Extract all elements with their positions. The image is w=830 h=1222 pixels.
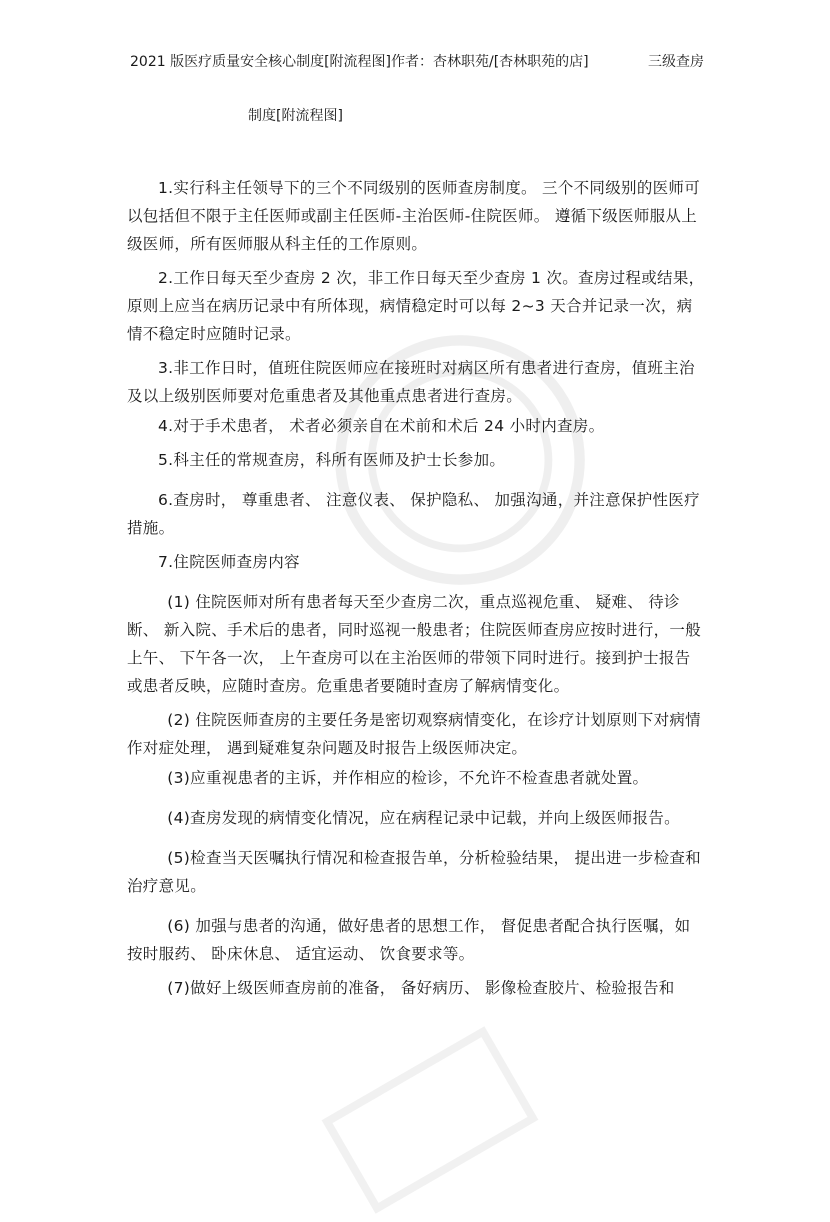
paragraph: 5.科主任的常规查房，科所有医师及护士长参加。 bbox=[158, 451, 506, 469]
page-header bbox=[130, 52, 710, 72]
paragraph: (5)检查当天医嘱执行情况和检查报告单，分析检验结果， 提出进一步检查和治疗意见。 bbox=[127, 849, 701, 895]
paragraph: (2) 住院医师查房的主要任务是密切观察病情变化，在诊疗计划原则下对病情作对症处理， 遇到疑难复杂问题及时报告上级医师决定。 bbox=[127, 711, 701, 757]
paragraph: 3.非工作日时，值班住院医师应在接班时对病区所有患者进行查房，值班主治及以上级别医师要对危重患者及其他重点患者进行查房。 bbox=[127, 359, 695, 405]
paragraph: (3)应重视患者的主诉，并作相应的检诊，不允许不检查患者就处置。 bbox=[167, 769, 649, 787]
paragraph: 2.工作日每天至少查房 2 次，非工作日每天至少查房 1 次。查房过程或结果， 原则上应当在病历记录中有所体现，病情稳定时可以每 2~3 天合并记录一次，病情不稳定时应随时记录。 bbox=[127, 269, 705, 343]
paragraph: 7.住院医师查房内容 bbox=[158, 553, 300, 571]
paragraph: (6) 加强与患者的沟通，做好患者的思想工作， 督促患者配合执行医嘱，如按时服药、 卧床休息、 适宜运动、 饮食要求等。 bbox=[127, 917, 691, 963]
paragraph: 4.对于手术患者， 术者必须亲自在术前和术后 24 小时内查房。 bbox=[158, 417, 605, 435]
paragraph: (7)做好上级医师查房前的准备， 备好病历、 影像检查胶片、检验报告和 bbox=[167, 979, 675, 997]
header-title: 2021 版医疗质量安全核心制度[附流程图]作者：杏林职苑/[杏林职苑的店] bbox=[130, 54, 589, 70]
header-title-right: 三级查房 bbox=[648, 54, 704, 70]
watermark-icon bbox=[313, 1018, 546, 1222]
header-title-continued: 制度[附流程图] bbox=[248, 108, 343, 124]
paragraph: 1.实行科主任领导下的三个不同级别的医师查房制度。 三个不同级别的医师可以包括但不限于主任医师或副主任医师-主治医师-住院医师。 遵循下级医师服从上级医师，所有医师服从科主任的工作原则。 bbox=[127, 179, 701, 253]
document-body bbox=[127, 174, 705, 1008]
paragraph: 6.查房时， 尊重患者、 注意仪表、 保护隐私、 加强沟通，并注意保护性医疗措施。 bbox=[127, 491, 700, 537]
paragraph: (1) 住院医师对所有患者每天至少查房二次，重点巡视危重、 疑难、 待诊断、 新入院、手术后的患者，同时巡视一般患者；住院医师查房应按时进行，一般上午、 下午各一次， 上午查房可以在主治医师的带领下同时进行。接到护士报告或患者反映，应随时查房。危重患者要随时查房了解病情变化。 bbox=[127, 593, 702, 695]
paragraph: (4)查房发现的病情变化情况，应在病程记录中记载，并向上级医师报告。 bbox=[167, 809, 680, 827]
